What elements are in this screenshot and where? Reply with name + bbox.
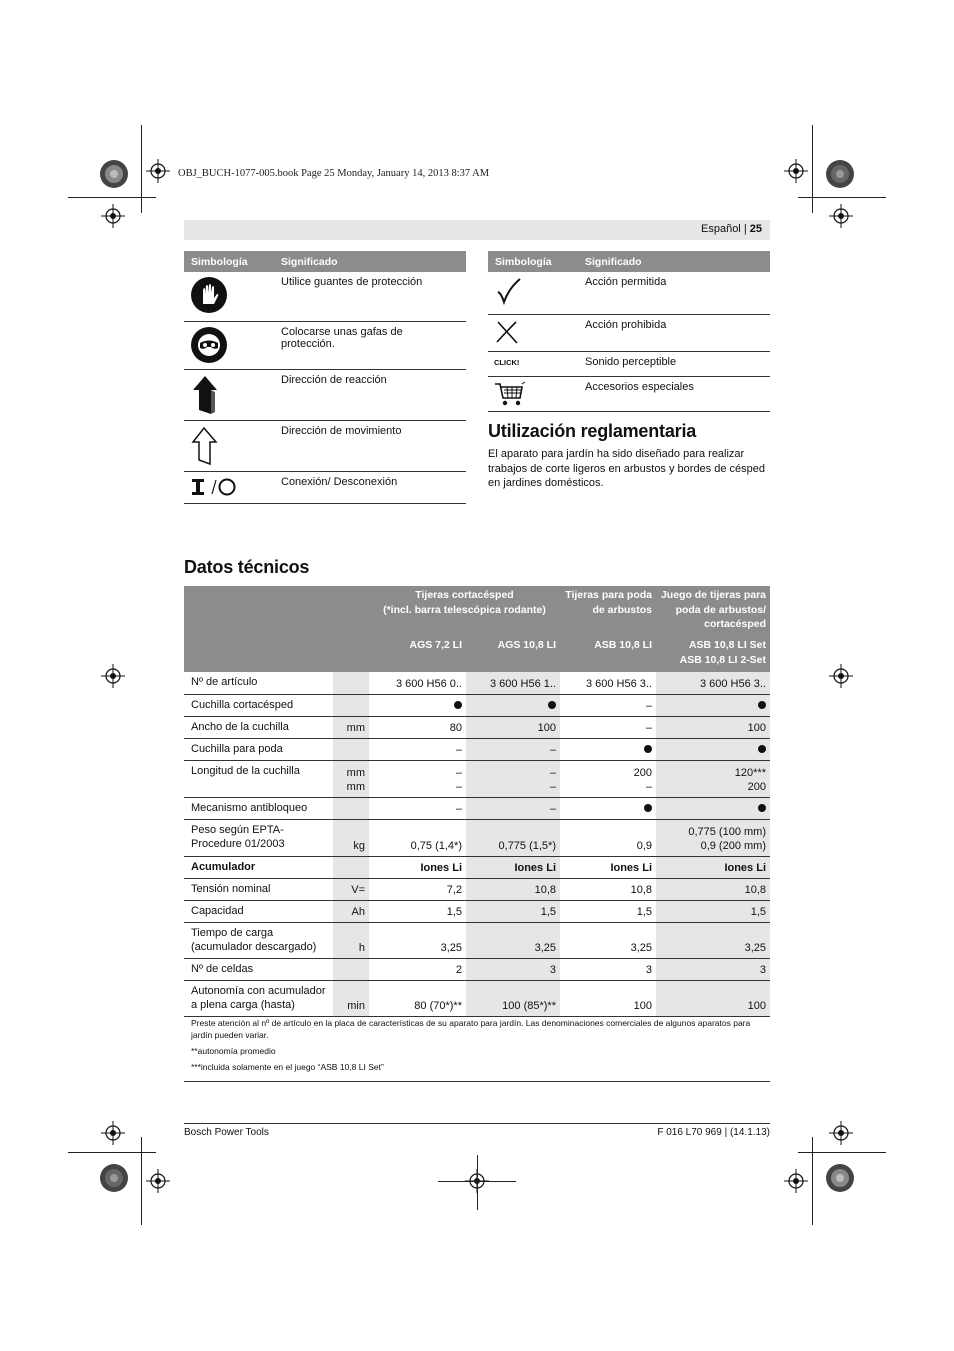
spec-value: 80 (70*)**: [369, 980, 466, 1016]
crop-mark: [477, 1155, 478, 1210]
meaning-cell: Dirección de movimiento: [274, 420, 466, 471]
spec-value: –: [369, 738, 466, 760]
meaning-cell: Conexión/ Desconexión: [274, 471, 466, 503]
model-header: ASB 10,8 LI Set ASB 10,8 LI 2-Set: [656, 636, 770, 672]
click-label: CLICK!: [494, 357, 520, 367]
registration-crosshair-icon: [146, 159, 170, 183]
spec-label: Capacidad: [184, 900, 333, 922]
feature-dot-cell: [656, 797, 770, 819]
meaning-cell: Sonido perceptible: [578, 351, 770, 376]
spec-unit: mm mm: [333, 760, 369, 797]
meaning-cell: Colocarse unas gafas de protección.: [274, 321, 466, 369]
set-line3: cortacésped: [704, 618, 766, 630]
table-row: [488, 272, 770, 314]
protective-goggles-icon: [190, 326, 228, 364]
registration-crosshair-icon: [784, 159, 808, 183]
spec-value: 3,25: [466, 922, 560, 958]
registration-crosshair-icon: [146, 1169, 170, 1193]
spec-value: 100: [560, 980, 656, 1016]
symbol-cell: [184, 471, 274, 503]
spec-label: Cuchilla cortacésped: [184, 694, 333, 716]
shrub-shears-line2: de arbustos: [592, 603, 652, 616]
symbol-cell: [184, 420, 274, 471]
feature-dot-cell: [656, 738, 770, 760]
table-row: [184, 980, 770, 1016]
spec-unit: kg: [333, 819, 369, 856]
spec-unit: [333, 797, 369, 819]
feature-dot-cell: [466, 694, 560, 716]
spec-value: 100: [656, 980, 770, 1016]
table-row: [184, 797, 770, 819]
spec-value: –: [560, 694, 656, 716]
page-header-bar: [184, 220, 770, 240]
symbol-table-left: [184, 251, 466, 504]
meaning-cell: Dirección de reacción: [274, 369, 466, 420]
table-row: [184, 738, 770, 760]
set-line2: poda de arbustos/: [675, 603, 766, 616]
check-icon: [494, 276, 524, 306]
spec-value: 10,8: [466, 878, 560, 900]
spec-label: Acumulador: [184, 856, 333, 878]
table-row: [184, 760, 770, 797]
crop-mark: [68, 197, 156, 198]
footnote: Preste atención al nº de artículo en la placa de características de su aparato para jardín. Las denominaciones comerciales de algunos aparatos para jardín pueden variar.: [191, 1017, 751, 1040]
spec-value: 3 600 H56 3..: [656, 672, 770, 694]
registration-crosshair-icon: [101, 204, 125, 228]
table-row: [184, 321, 466, 369]
symbol-table-right: [488, 251, 770, 412]
spec-unit: [333, 958, 369, 980]
crop-mark: [141, 125, 142, 213]
table-row: [184, 958, 770, 980]
meaning-cell: Acción prohibida: [578, 314, 770, 351]
column-header-meaning: Significado: [578, 251, 770, 272]
spec-value: Iones Li: [466, 856, 560, 878]
intended-use-text: El aparato para jardín ha sido diseñado para realizar trabajos de corte ligeros en arbustos y bordes de césped en jardines domésticos.: [488, 448, 765, 489]
spec-value: 100 (85*)**: [466, 980, 560, 1016]
crop-mark: [798, 197, 886, 198]
footer-divider: [184, 1123, 770, 1124]
feature-present-dot-icon: [644, 804, 652, 812]
symbol-cell: [488, 314, 578, 351]
spec-unit: mm: [333, 716, 369, 738]
table-row: [184, 900, 770, 922]
column-header-meaning: Significado: [274, 251, 466, 272]
registration-crosshair-icon: [829, 204, 853, 228]
table-row: [184, 819, 770, 856]
table-row: [184, 369, 466, 420]
spec-unit: [333, 672, 369, 694]
spec-value: 120*** 200: [656, 760, 770, 797]
group-header-set: [656, 586, 770, 636]
spec-unit: min: [333, 980, 369, 1016]
spec-value: 10,8: [560, 878, 656, 900]
cross-icon: [494, 319, 520, 345]
registration-crosshair-icon: [101, 664, 125, 688]
table-row: [184, 672, 770, 694]
table-notes-row: [184, 1016, 770, 1081]
feature-present-dot-icon: [758, 745, 766, 753]
group-header-shrub-shears: [560, 586, 656, 636]
group-header-grass-shears: [369, 586, 560, 636]
table-row: [488, 314, 770, 351]
table-row: [184, 694, 770, 716]
spec-value: 1,5: [560, 900, 656, 922]
table-row: [184, 272, 466, 321]
spec-value: 0,775 (100 mm) 0,9 (200 mm): [656, 819, 770, 856]
registration-starburst-icon: [98, 158, 130, 190]
spec-value: 7,2: [369, 878, 466, 900]
symbol-cell: [488, 351, 578, 376]
spec-value: 100: [466, 716, 560, 738]
feature-dot-cell: [560, 797, 656, 819]
footer-brand: Bosch Power Tools: [184, 1127, 269, 1138]
technical-data-heading: Datos técnicos: [184, 557, 310, 577]
table-row: [488, 351, 770, 376]
spec-value: 3 600 H56 0..: [369, 672, 466, 694]
spec-label: Peso según EPTA-Procedure 01/2003: [184, 819, 333, 856]
feature-present-dot-icon: [758, 701, 766, 709]
set-line1: Juego de tijeras para: [660, 589, 766, 601]
crop-mark: [798, 1152, 886, 1153]
table-row: [184, 716, 770, 738]
spec-value: 3: [656, 958, 770, 980]
grass-shears-line2: (*incl. barra telescópica rodante): [383, 603, 546, 616]
spec-value: 3 600 H56 1..: [466, 672, 560, 694]
spec-value: 3,25: [656, 922, 770, 958]
spec-value: 0,775 (1,5*): [466, 819, 560, 856]
spec-label: Nº de celdas: [184, 958, 333, 980]
spec-value: 100: [656, 716, 770, 738]
spec-unit: [333, 856, 369, 878]
symbol-cell: [184, 369, 274, 420]
feature-present-dot-icon: [758, 804, 766, 812]
spec-label: Mecanismo antibloqueo: [184, 797, 333, 819]
spec-value: Iones Li: [369, 856, 466, 878]
registration-crosshair-icon: [829, 1121, 853, 1145]
on-off-icon: [190, 476, 236, 498]
spec-value: 10,8: [656, 878, 770, 900]
table-row: [184, 420, 466, 471]
spec-value: 200 –: [560, 760, 656, 797]
header-empty: [184, 586, 369, 636]
spec-label: Cuchilla para poda: [184, 738, 333, 760]
registration-crosshair-icon: [829, 664, 853, 688]
footnote: ***incluida solamente en el juego “ASB 10,8 LI Set”: [191, 1061, 384, 1072]
spec-unit: [333, 694, 369, 716]
feature-dot-cell: [656, 694, 770, 716]
model-header: AGS 10,8 LI: [466, 636, 560, 672]
spec-label: Autonomía con acumulador a plena carga (hasta): [184, 980, 333, 1016]
registration-crosshair-icon: [784, 1169, 808, 1193]
footnote: **autonomía promedio: [191, 1045, 276, 1056]
meaning-cell: Utilice guantes de protección: [274, 272, 466, 321]
symbol-cell: [488, 272, 578, 314]
registration-starburst-icon: [824, 1162, 856, 1194]
spec-value: 0,75 (1,4*): [369, 819, 466, 856]
spec-label: Nº de artículo: [184, 672, 333, 694]
spec-value: 80: [369, 716, 466, 738]
spec-value: 1,5: [369, 900, 466, 922]
feature-dot-cell: [560, 738, 656, 760]
spec-value: 3,25: [560, 922, 656, 958]
spec-value: 3: [560, 958, 656, 980]
table-row: [184, 922, 770, 958]
model-header: AGS 7,2 LI: [369, 636, 466, 672]
meaning-cell: Accesorios especiales: [578, 376, 770, 411]
shrub-shears-line1: Tijeras para poda: [565, 589, 652, 601]
spec-label: Tiempo de carga (acumulador descargado): [184, 922, 333, 958]
spec-value: –: [560, 716, 656, 738]
spec-label: Ancho de la cuchilla: [184, 716, 333, 738]
reaction-direction-arrow-icon: [190, 374, 220, 416]
symbol-cell: [488, 376, 578, 411]
model-header: ASB 10,8 LI: [560, 636, 656, 672]
spec-label: Longitud de la cuchilla: [184, 760, 333, 797]
spec-unit: h: [333, 922, 369, 958]
symbol-cell: [184, 272, 274, 321]
crop-mark: [812, 1137, 813, 1225]
spec-value: 2: [369, 958, 466, 980]
meaning-cell: Acción permitida: [578, 272, 770, 314]
shopping-cart-icon: [494, 381, 526, 407]
crop-mark: [68, 1152, 156, 1153]
spec-unit: Ah: [333, 900, 369, 922]
technical-data-table: [184, 586, 770, 1082]
spec-value: –: [466, 797, 560, 819]
spec-value: –: [369, 797, 466, 819]
registration-starburst-icon: [824, 158, 856, 190]
spec-value: – –: [466, 760, 560, 797]
footer-document-code: F 016 L70 969 | (14.1.13): [657, 1127, 770, 1138]
protective-gloves-icon: [190, 276, 228, 314]
table-row: [184, 471, 466, 503]
crop-mark: [141, 1137, 142, 1225]
spec-value: Iones Li: [656, 856, 770, 878]
feature-present-dot-icon: [644, 745, 652, 753]
spec-value: 1,5: [466, 900, 560, 922]
registration-crosshair-icon: [101, 1121, 125, 1145]
print-header: OBJ_BUCH-1077-005.book Page 25 Monday, January 14, 2013 8:37 AM: [178, 168, 490, 179]
symbol-cell: [184, 321, 274, 369]
page-language-and-number: Español | 25: [701, 223, 762, 235]
table-row: [184, 878, 770, 900]
spec-unit: V=: [333, 878, 369, 900]
spec-value: 0,9: [560, 819, 656, 856]
registration-starburst-icon: [98, 1162, 130, 1194]
spec-label: Tensión nominal: [184, 878, 333, 900]
spec-unit: [333, 738, 369, 760]
page-language: Español: [701, 223, 741, 235]
spec-value: Iones Li: [560, 856, 656, 878]
spec-value: – –: [369, 760, 466, 797]
spec-value: –: [466, 738, 560, 760]
spec-value: 3,25: [369, 922, 466, 958]
grass-shears-line1: Tijeras cortacésped: [415, 589, 514, 601]
feature-dot-cell: [369, 694, 466, 716]
spec-value: 3 600 H56 3..: [560, 672, 656, 694]
column-header-symbol: Simbología: [184, 251, 274, 272]
crop-mark: [812, 125, 813, 213]
spec-value: 3: [466, 958, 560, 980]
table-notes: [184, 1016, 770, 1081]
table-row: [488, 376, 770, 411]
spec-value: 1,5: [656, 900, 770, 922]
intended-use-heading: Utilización reglamentaria: [488, 421, 697, 441]
feature-present-dot-icon: [548, 701, 556, 709]
column-header-symbol: Simbología: [488, 251, 578, 272]
header-empty: [184, 636, 369, 672]
feature-present-dot-icon: [454, 701, 462, 709]
table-row: [184, 856, 770, 878]
movement-direction-arrow-icon: [190, 425, 220, 467]
page-number: 25: [749, 223, 762, 235]
